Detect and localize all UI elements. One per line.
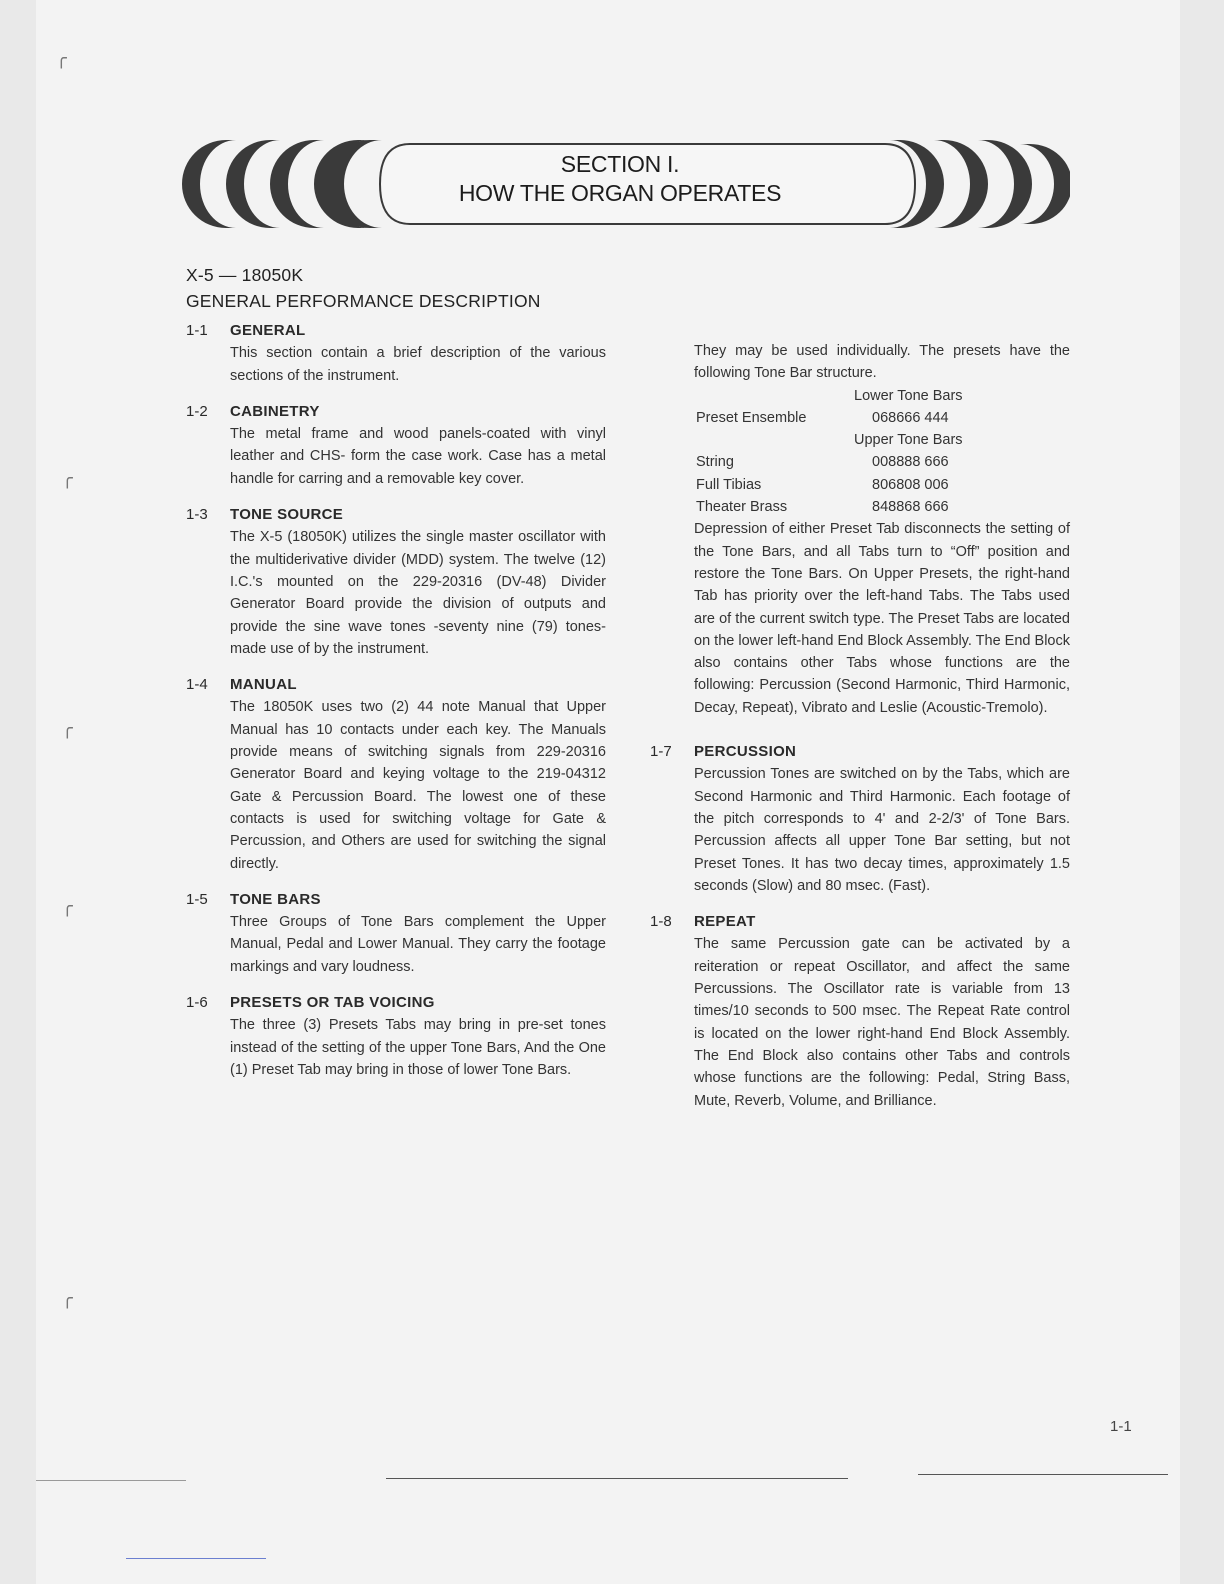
right-column: [650, 340, 1070, 1126]
section-text: The X-5 (18050K) utilizes the single master oscillator with the multiderivative divider (MDD) system. The twelve (12) I.C.'s mounted on the 229-20316 (DV-48) Divider Generator Board provide the division of outputs and provide the sine wave tones -seventy nine (79) tones- made use of by the instrument.: [230, 529, 606, 657]
section-heading: CABINETRY: [230, 402, 320, 420]
tone-value: 008888 666: [872, 454, 949, 471]
footer-rule: [386, 1478, 848, 1479]
section-heading: PERCUSSION: [694, 743, 797, 761]
section-heading: GENERAL: [230, 322, 306, 339]
section-heading: MANUAL: [230, 676, 297, 694]
section-tone-source: [186, 504, 606, 660]
banner-title: [380, 150, 860, 208]
tone-row: [696, 474, 1070, 496]
presets-continuation: Depression of either Preset Tab disconnects the setting of the Tone Bars, and all Tabs turn to “Off” position and restore the Tone Bars. On Upper Presets, the right-hand Tab has priority over the left-hand Tabs. The Tabs used are of the current switch type. The Preset Tabs are located on the lower left-hand End Block Assembly. The End Block also contains other Tabs whose functions are the following: Percussion (Second Harmonic, Third Harmonic, Decay, Repeat), Vibrato and Leslie (Acoustic-Tremolo).: [694, 521, 1070, 716]
lower-tone-bars-heading: Lower Tone Bars: [854, 387, 963, 404]
tone-label: String: [696, 454, 734, 471]
blue-margin-line: [126, 1558, 266, 1559]
tone-row: [696, 451, 1070, 473]
page-number: 1-1: [1110, 1418, 1132, 1435]
footer-rule: [36, 1480, 186, 1481]
tone-label: Preset Ensemble: [696, 409, 807, 426]
section-number: 1-6: [186, 994, 208, 1012]
scan-mark: ╭: [62, 1288, 73, 1308]
section-number: 1-4: [186, 676, 208, 694]
section-number: 1-3: [186, 506, 208, 524]
scan-mark: ╭: [62, 896, 73, 916]
presets-intro: They may be used individually. The presets have the following Tone Bar structure.: [694, 343, 1070, 382]
section-number: 1-2: [186, 402, 208, 420]
section-repeat: [650, 911, 1070, 1112]
upper-tone-bars-heading: Upper Tone Bars: [854, 432, 963, 449]
tone-row: [696, 407, 1070, 429]
section-label: SECTION I.: [560, 151, 680, 177]
section-text: The same Percussion gate can be activated by a reiteration or repeat Oscillator, and affect the same Percussions. The Oscillator rate is variable from 13 times/10 seconds to 500 msec. The Repeat Rate control is located on the lower right-hand End Block Assembly. The End Block also contains other Tabs and controls whose functions are the following: Pedal, String Bass, Mute, Reverb, Volume, and Brilliance.: [694, 936, 1070, 1109]
section-text: The three (3) Presets Tabs may bring in pre-set tones instead of the setting of the upper Tone Bars, And the One (1) Preset Tab may bring in those of lower Tone Bars.: [230, 1017, 606, 1078]
section-text: The 18050K uses two (2) 44 note Manual that Upper Manual has 10 contacts under each key. The Manuals provide means of switching signals from 229-20316 Generator Board and keying voltage to the 219-04312 Gate & Percussion Board. The lowest one of these contacts is used for switching voltage for Gate & Percussion, and Others are used for switching the signal directly.: [230, 699, 606, 872]
tone-row: [696, 496, 1070, 518]
section-number: 1-5: [186, 890, 208, 908]
section-text: Three Groups of Tone Bars complement the Upper Manual, Pedal and Lower Manual. They carry the footage markings and vary loudness.: [230, 914, 606, 975]
footer-rule: [918, 1474, 1168, 1475]
section-cabinetry: [186, 401, 606, 490]
section-percussion: [650, 741, 1070, 897]
section-presets: [186, 992, 606, 1081]
left-column: [186, 320, 606, 1095]
tone-label: Theater Brass: [696, 499, 788, 516]
tone-bar-table: [696, 385, 1070, 519]
tone-label: Full Tibias: [696, 476, 762, 493]
page-title: GENERAL PERFORMANCE DESCRIPTION: [186, 291, 541, 311]
section-number: 1-7: [650, 743, 672, 761]
tone-value: 068666 444: [872, 409, 949, 426]
section-text: Percussion Tones are switched on by the Tabs, which are Second Harmonic and Third Harmonic. Each footage of the pitch corresponds to 4' and 2-2/3' of Tone Bars. Percussion affects all upper Tone Bar setting, but not Preset Tones. It has two decay times, approximately 1.5 seconds (Slow) and 80 msec. (Fast).: [694, 766, 1070, 894]
scan-mark: ╭: [62, 718, 73, 738]
section-text: The metal frame and wood panels-coated with vinyl leather and CHS- form the case work. Case has a metal handle for carring and a removable key cover.: [230, 426, 606, 487]
document-heading: [186, 262, 541, 314]
scan-mark: ╭: [56, 48, 67, 68]
section-general: [186, 320, 606, 387]
section-tone-bars: [186, 889, 606, 978]
scan-mark: ╭: [62, 468, 73, 488]
tone-value: 848868 666: [872, 499, 949, 516]
section-number: 1-1: [186, 322, 208, 339]
section-manual: [186, 674, 606, 875]
right-chevrons-icon: [890, 140, 1070, 228]
section-title: HOW THE ORGAN OPERATES: [458, 180, 782, 206]
model-number: X-5 — 18050K: [186, 265, 304, 285]
tone-value: 806808 006: [872, 476, 949, 493]
section-heading: TONE SOURCE: [230, 506, 344, 524]
section-heading: REPEAT: [694, 913, 756, 931]
section-heading: TONE BARS: [230, 890, 321, 908]
section-number: 1-8: [650, 913, 672, 931]
section-text: This section contain a brief description of the various sections of the instrument.: [230, 345, 606, 384]
section-heading: PRESETS OR TAB VOICING: [230, 994, 435, 1012]
